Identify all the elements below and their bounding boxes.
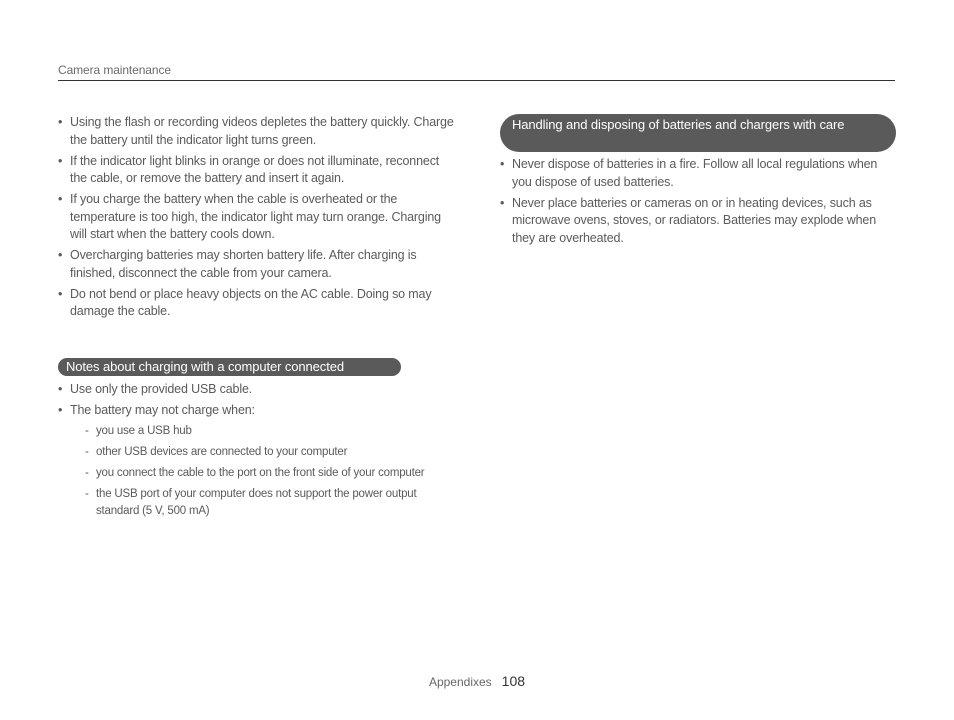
list-item-text: The battery may not charge when: bbox=[70, 403, 255, 417]
sub-list-item: - other USB devices are connected to your computer bbox=[85, 444, 458, 462]
list-item: • Never dispose of batteries in a fire. Follow all local regulations when you dispose of used batteries. bbox=[500, 156, 896, 191]
list-item: • Do not bend or place heavy objects on the AC cable. Doing so may damage the cable. bbox=[58, 286, 458, 321]
charging-conditions-list bbox=[70, 423, 458, 521]
page-footer bbox=[0, 673, 954, 689]
computer-charging-list bbox=[58, 381, 458, 521]
sub-list-item: - the USB port of your computer does not support the power output standard (5 V, 500 mA) bbox=[85, 486, 458, 521]
right-column bbox=[500, 114, 896, 251]
computer-charging-section bbox=[58, 381, 458, 524]
list-item: • Use only the provided USB cable. bbox=[58, 381, 458, 399]
list-item bbox=[58, 402, 458, 521]
footer-section-name: Appendixes bbox=[428, 675, 492, 689]
left-column bbox=[58, 114, 458, 324]
computer-charging-heading: Notes about charging with a computer connected bbox=[58, 358, 401, 376]
list-item: • If the indicator light blinks in orange or does not illuminate, reconnect the cable, or remove the battery and insert it again. bbox=[58, 153, 458, 188]
header-divider bbox=[58, 80, 895, 81]
disposal-list bbox=[500, 156, 896, 247]
list-item: • Never place batteries or cameras on or in heating devices, such as microwave ovens, stoves, or radiators. Batteries may explode when they are overheated. bbox=[500, 195, 896, 248]
list-item: • Using the flash or recording videos depletes the battery quickly. Charge the battery until the indicator light turns green. bbox=[58, 114, 458, 149]
list-item: • If you charge the battery when the cable is overheated or the temperature is too high, the indicator light may turn orange. Charging will start when the battery cools down. bbox=[58, 191, 458, 244]
sub-list-item: - you connect the cable to the port on the front side of your computer bbox=[85, 465, 458, 483]
battery-tips-list bbox=[58, 114, 458, 321]
sub-list-item: - you use a USB hub bbox=[85, 423, 458, 441]
list-item: • Overcharging batteries may shorten battery life. After charging is finished, disconnect the cable from your camera. bbox=[58, 247, 458, 282]
page-header-title: Camera maintenance bbox=[58, 63, 171, 77]
disposal-heading: Handling and disposing of batteries and chargers with care bbox=[500, 114, 896, 152]
page-number: 108 bbox=[501, 673, 526, 689]
